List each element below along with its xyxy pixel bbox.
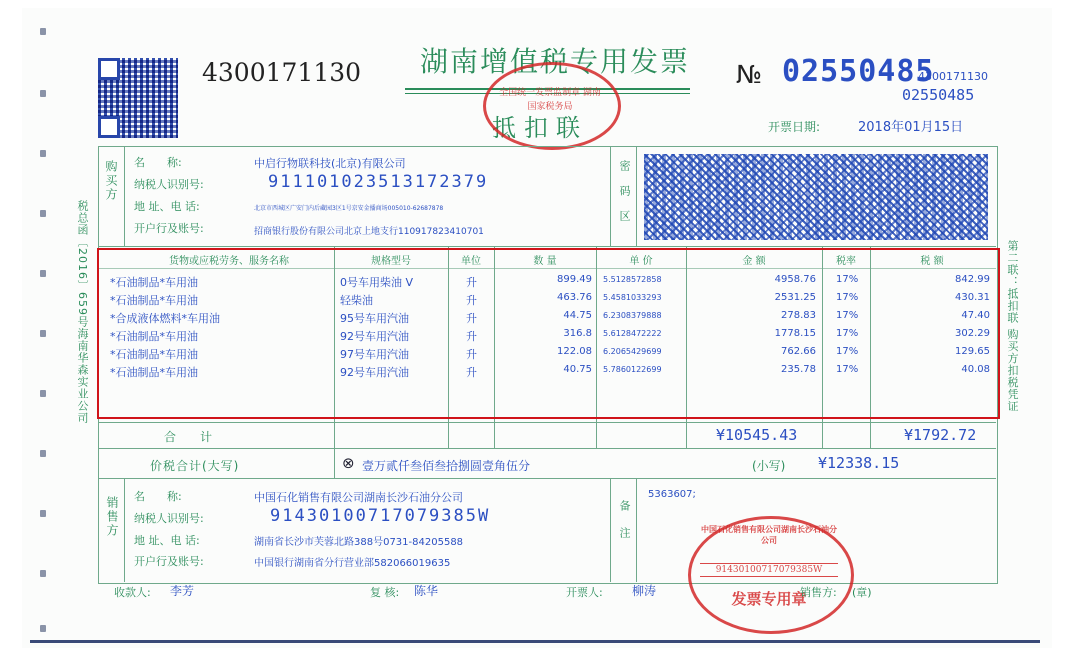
divider <box>636 478 637 582</box>
top-seal-text: 全国统一发票监制章 湖南 国家税务局 <box>499 88 601 112</box>
item-unit: 升 <box>466 312 477 325</box>
col-header-tax: 税 额 <box>920 256 944 267</box>
item-tax: 430.31 <box>955 292 990 303</box>
paper-bottom-edge <box>30 640 1040 643</box>
col-header-price: 单 价 <box>629 256 653 267</box>
item-tax: 302.29 <box>955 328 990 339</box>
issue-date-label: 开票日期: <box>768 120 821 134</box>
item-rate: 17% <box>836 328 859 339</box>
divider <box>98 448 996 449</box>
seller-address: 湖南省长沙市芙蓉北路388号0731-84205588 <box>254 537 464 548</box>
seller-seal-type: 发票专用章 <box>731 590 807 608</box>
divider <box>124 478 125 582</box>
invoice-subtitle: 抵扣联 <box>492 114 588 142</box>
item-amount: 1778.15 <box>774 328 816 339</box>
item-rate: 17% <box>836 346 859 357</box>
qr-code-icon <box>98 58 178 138</box>
item-spec: 92号车用汽油 <box>340 330 409 343</box>
binding-hole <box>40 390 46 397</box>
item-tax: 40.08 <box>961 364 990 375</box>
item-amount: 2531.25 <box>774 292 816 303</box>
seller-seal-id: 91430100717079385W <box>700 563 838 577</box>
item-spec: 轻柴油 <box>340 294 373 307</box>
item-qty: 44.75 <box>563 310 592 321</box>
binding-hole <box>40 450 46 457</box>
buyer-name-label: 名 称: <box>134 156 182 169</box>
col-header-rate: 税率 <box>836 256 856 267</box>
buyer-bank: 招商银行股份有限公司北京上地支行110917823410701 <box>254 227 484 237</box>
invoice-title: 湖南增值税专用发票 <box>420 45 691 78</box>
item-price: 5.4581033293 <box>603 293 662 302</box>
col-header-name: 货物或应税劳务、服务名称 <box>169 256 289 267</box>
buyer-address-label: 地 址、电 话: <box>134 200 200 213</box>
binding-hole <box>40 90 46 97</box>
item-price: 6.2065429699 <box>603 347 662 356</box>
total-amount: ¥10545.43 <box>716 426 798 444</box>
invoice-number: 02550485 <box>782 54 935 89</box>
item-unit: 升 <box>466 330 477 343</box>
item-spec: 92号车用汽油 <box>340 366 409 379</box>
item-name: *石油制品*车用油 <box>110 330 198 343</box>
binding-hole <box>40 625 46 632</box>
item-qty: 463.76 <box>557 292 592 303</box>
item-tax: 842.99 <box>955 274 990 285</box>
divider <box>636 146 637 246</box>
item-rate: 17% <box>836 364 859 375</box>
binding-hole <box>40 210 46 217</box>
seller-name: 中国石化销售有限公司湖南长沙石油分公司 <box>254 491 463 504</box>
divider <box>610 146 611 246</box>
item-unit: 升 <box>466 348 477 361</box>
item-price: 5.7860122699 <box>603 365 662 374</box>
seller-seal-name: 中国石化销售有限公司湖南长沙石油分公司 <box>701 524 837 545</box>
seller-seal-note: (章) <box>852 586 872 599</box>
binding-hole <box>40 150 46 157</box>
item-price: 5.6128472222 <box>603 329 662 338</box>
item-amount: 278.83 <box>781 310 816 321</box>
item-amount: 235.78 <box>781 364 816 375</box>
side-invoice-number: 02550485 <box>902 86 975 104</box>
item-rate: 17% <box>836 310 859 321</box>
grand-total-words: 壹万贰仟叁佰叁拾捌圆壹角伍分 <box>362 459 531 473</box>
remarks-label: 备注 <box>618 500 631 554</box>
divider <box>98 478 996 479</box>
seller-bank-label: 开户行及账号: <box>134 555 204 568</box>
side-invoice-code: 4300171130 <box>918 70 988 83</box>
selection-highlight-box[interactable] <box>97 248 1000 419</box>
item-spec: 0号车用柴油 V <box>340 276 414 289</box>
invoice-code: 4300171130 <box>202 58 362 87</box>
item-price: 5.5128572858 <box>603 275 662 284</box>
buyer-tax-id: 911101023513172379 <box>268 172 489 192</box>
cross-symbol: ⊗ <box>342 454 355 472</box>
col-header-unit: 单位 <box>461 256 481 267</box>
seller-tax-id-label: 纳税人识别号: <box>134 512 204 525</box>
item-name: *合成液体燃料*车用油 <box>110 312 220 325</box>
total-label: 合 计 <box>164 430 213 444</box>
payee-label: 收款人: <box>114 586 151 599</box>
drawer-name: 柳涛 <box>632 584 657 598</box>
item-price: 6.2308379888 <box>603 311 662 320</box>
total-tax: ¥1792.72 <box>904 426 977 444</box>
item-tax: 47.40 <box>961 310 990 321</box>
item-rate: 17% <box>836 274 859 285</box>
issue-date: 2018年01月15日 <box>858 120 964 135</box>
item-amount: 762.66 <box>781 346 816 357</box>
cipher-area <box>644 154 988 240</box>
item-rate: 17% <box>836 292 859 303</box>
reviewer-name: 陈华 <box>414 584 439 598</box>
item-qty: 316.8 <box>563 328 592 339</box>
seller-footer-label: 销售方: <box>800 586 837 599</box>
item-qty: 899.49 <box>557 274 592 285</box>
cipher-label: 密码区 <box>618 160 631 235</box>
buyer-name: 中启行物联科技(北京)有限公司 <box>254 157 406 170</box>
binding-hole <box>40 28 46 35</box>
buyer-tax-id-label: 纳税人识别号: <box>134 178 204 191</box>
seller-section-label: 销售方 <box>105 496 119 538</box>
buyer-address: 北京市西城区广安门内后藏园3区1号京安金播商场005010-62687878 <box>254 205 444 212</box>
grand-total-small-label: (小写) <box>752 459 786 473</box>
item-tax: 129.65 <box>955 346 990 357</box>
payee-name: 李芳 <box>170 584 195 598</box>
seller-name-label: 名 称: <box>134 490 182 503</box>
no-symbol: № <box>736 60 763 89</box>
seller-address-label: 地 址、电 话: <box>134 534 200 547</box>
item-amount: 4958.76 <box>774 274 816 285</box>
binding-hole <box>40 570 46 577</box>
remarks-text: 5363607; <box>648 489 696 500</box>
drawer-label: 开票人: <box>566 586 603 599</box>
item-unit: 升 <box>466 294 477 307</box>
left-side-note: 税总函〔2016〕659号海南华森实业公司 <box>76 200 89 424</box>
divider <box>98 422 996 423</box>
buyer-section-label: 购买方 <box>104 160 118 202</box>
item-name: *石油制品*车用油 <box>110 276 198 289</box>
reviewer-label: 复 核: <box>370 586 400 599</box>
seller-bank: 中国银行湖南省分行营业部582066019635 <box>254 558 451 569</box>
item-unit: 升 <box>466 366 477 379</box>
col-header-amount: 金 额 <box>742 256 766 267</box>
item-spec: 97号车用汽油 <box>340 348 409 361</box>
divider <box>124 146 125 246</box>
item-unit: 升 <box>466 276 477 289</box>
right-side-note: 第二联：抵扣联 购买方扣税凭证 <box>1006 240 1019 413</box>
grand-total-amount: ¥12338.15 <box>818 454 900 472</box>
item-name: *石油制品*车用油 <box>110 294 198 307</box>
seller-tax-id: 91430100717079385W <box>270 506 491 526</box>
col-header-qty: 数 量 <box>533 256 557 267</box>
item-name: *石油制品*车用油 <box>110 348 198 361</box>
binding-hole <box>40 510 46 517</box>
grand-total-label: 价税合计(大写) <box>150 459 240 473</box>
item-name: *石油制品*车用油 <box>110 366 198 379</box>
divider <box>98 246 996 247</box>
buyer-bank-label: 开户行及账号: <box>134 222 204 235</box>
item-qty: 40.75 <box>563 364 592 375</box>
col-header-spec: 规格型号 <box>371 256 411 267</box>
divider <box>610 478 611 582</box>
item-qty: 122.08 <box>557 346 592 357</box>
item-spec: 95号车用汽油 <box>340 312 409 325</box>
